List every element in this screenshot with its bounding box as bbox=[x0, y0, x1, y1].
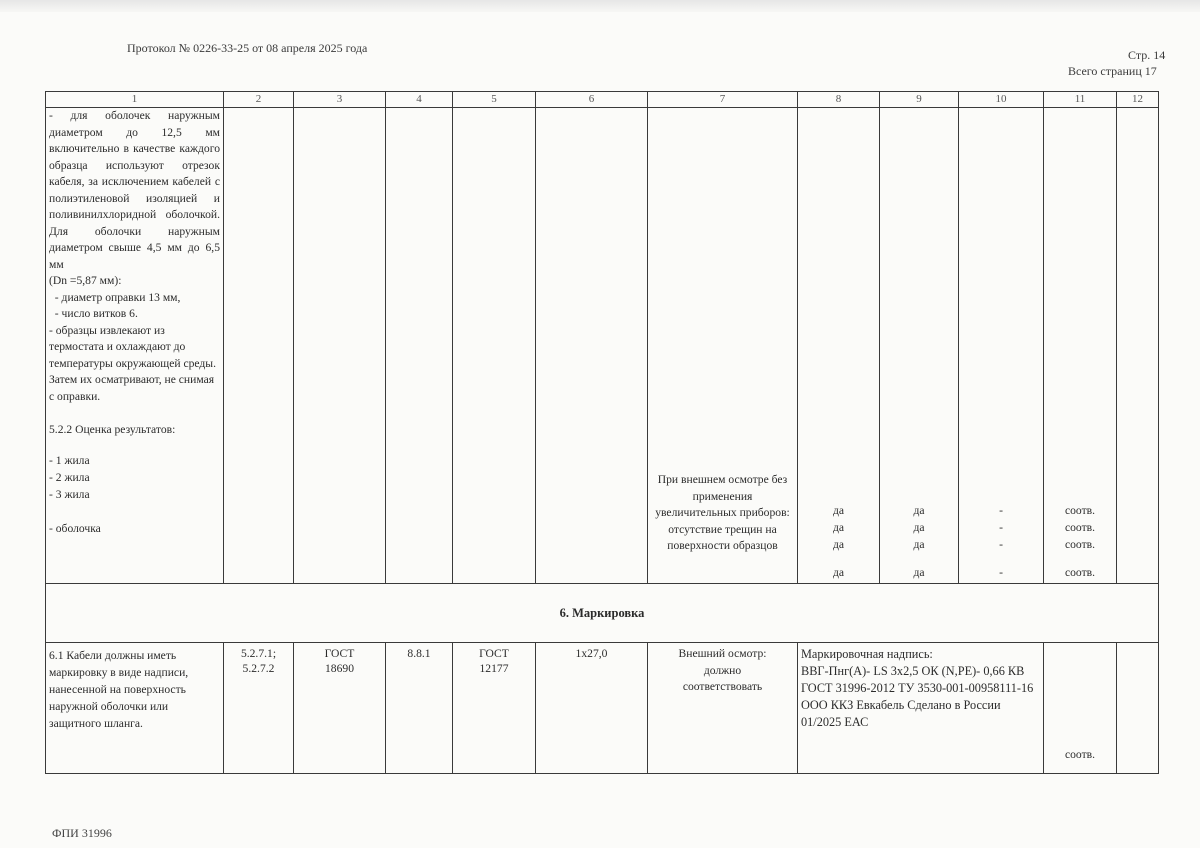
protocol-header: Протокол № 0226-33-25 от 08 апреля 2025 года bbox=[127, 41, 368, 55]
clause-text: 8.8.1 bbox=[407, 647, 431, 660]
col-num: 10 bbox=[959, 92, 1044, 108]
col-num: 8 bbox=[798, 92, 880, 108]
marking-text: ВВГ-Пнг(А)- LS 3х2,5 ОК (N,PE)- 0,66 КВ ГОСТ 31996-2012 ТУ 3530-001-00958111-16 ООО ККЗ Евкабель Сделано в России 01/2025 ЕАС bbox=[801, 664, 1034, 729]
marking-cell bbox=[798, 643, 1044, 774]
marking-requirement-text: 6.1 Кабели должны иметь маркировку в виде надписи, нанесенной на поверхность наружной оболочки или защитного шланга. bbox=[49, 649, 189, 730]
quantity-text: 1х27,0 bbox=[575, 647, 608, 660]
empty-cell bbox=[453, 108, 536, 584]
standard2-cell bbox=[453, 643, 536, 774]
col-num: 11 bbox=[1044, 92, 1117, 108]
item-core-1: - 1 жила bbox=[49, 453, 90, 467]
test-results-table bbox=[45, 91, 1159, 774]
method-text: - для оболочек наружным диаметром до 12,5 мм включительно в качестве каждого образца используют отрезок кабеля, за исключением кабелей с полиэтиленовой изоляцией и поливинилхлоридной оболочкой. Для оболочки наружным диаметром свыше 4,5 мм до 6,5 мм bbox=[49, 109, 220, 271]
col-num: 12 bbox=[1117, 92, 1159, 108]
conformity-cell bbox=[1044, 643, 1117, 774]
conformity-text: соотв. bbox=[1064, 747, 1096, 761]
page-number: Стр. 14 bbox=[1128, 48, 1166, 62]
empty-cell bbox=[224, 108, 294, 584]
bend-test-row bbox=[46, 108, 1159, 584]
method-description-cell bbox=[46, 108, 224, 584]
empty-cell bbox=[1117, 108, 1159, 584]
method-cell bbox=[648, 643, 798, 774]
method-text: (Dn =5,87 мм): bbox=[49, 274, 122, 287]
section-title: 6. Маркировка bbox=[46, 584, 1159, 643]
marking-row bbox=[46, 643, 1159, 774]
empty-cell bbox=[1117, 643, 1159, 774]
method-text: - образцы извлекают из термостата и охлаждают до температуры окружающей среды. Затем их осматривают, не снимая с оправки. bbox=[49, 323, 216, 403]
item-sheath: - оболочка bbox=[49, 521, 101, 535]
conformity-value: соотв. bbox=[1064, 521, 1096, 534]
requirement-cell bbox=[648, 108, 798, 584]
total-pages: Всего страниц 17 bbox=[1068, 64, 1157, 78]
col10-cell bbox=[959, 108, 1044, 584]
clause-cell bbox=[386, 643, 453, 774]
item-core-3: - 3 жила bbox=[49, 487, 90, 501]
method-text: Внешний осмотр: должно соответствовать bbox=[678, 647, 767, 693]
section-row bbox=[46, 584, 1159, 643]
evaluation-title: 5.2.2 Оценка результатов: bbox=[49, 423, 176, 436]
col8-cell bbox=[798, 108, 880, 584]
col-num: 2 bbox=[224, 92, 294, 108]
conformity-value: соотв. bbox=[1064, 566, 1096, 579]
result-value: да bbox=[913, 566, 925, 579]
result-value: - bbox=[999, 538, 1003, 551]
standard-text: ГОСТ 18690 bbox=[324, 647, 355, 675]
col-num: 1 bbox=[46, 92, 224, 108]
result-value: да bbox=[832, 566, 845, 579]
clauses-text: 5.2.7.1; 5.2.7.2 bbox=[240, 647, 277, 675]
marking-label: Маркировочная надпись: bbox=[801, 647, 933, 661]
conformity-value: соотв. bbox=[1064, 538, 1096, 551]
quantity-cell bbox=[536, 643, 648, 774]
footer-code: ФПИ 31996 bbox=[52, 826, 112, 840]
col-num: 3 bbox=[294, 92, 386, 108]
requirement-text: При внешнем осмотре без применения увеличительных приборов: отсутствие трещин на поверхности образцов bbox=[655, 473, 790, 552]
result-value: да bbox=[832, 538, 845, 551]
method-text: - число витков 6. bbox=[49, 307, 138, 320]
column-numbers-row bbox=[46, 92, 1159, 108]
result-value: да bbox=[913, 538, 925, 551]
result-value: да bbox=[913, 521, 925, 534]
result-value: да bbox=[832, 521, 845, 534]
standard-cell bbox=[294, 643, 386, 774]
col11-cell bbox=[1044, 108, 1117, 584]
empty-cell bbox=[294, 108, 386, 584]
col-num: 5 bbox=[453, 92, 536, 108]
method-text: - диаметр оправки 13 мм, bbox=[49, 290, 181, 304]
item-core-2: - 2 жила bbox=[49, 470, 90, 484]
result-value: да bbox=[913, 504, 925, 517]
conformity-value: соотв. bbox=[1064, 504, 1096, 517]
result-value: да bbox=[832, 504, 845, 517]
empty-cell bbox=[536, 108, 648, 584]
result-value: - bbox=[999, 566, 1003, 579]
result-value: - bbox=[999, 504, 1003, 517]
marking-requirement-cell bbox=[46, 643, 224, 774]
standard2-text: ГОСТ 12177 bbox=[479, 647, 509, 675]
col9-cell bbox=[880, 108, 959, 584]
scan-top-band bbox=[0, 0, 1200, 12]
col-num: 7 bbox=[648, 92, 798, 108]
col-num: 6 bbox=[536, 92, 648, 108]
col-num: 4 bbox=[386, 92, 453, 108]
empty-cell bbox=[386, 108, 453, 584]
result-value: - bbox=[999, 521, 1003, 534]
col-num: 9 bbox=[880, 92, 959, 108]
clauses-cell bbox=[224, 643, 294, 774]
